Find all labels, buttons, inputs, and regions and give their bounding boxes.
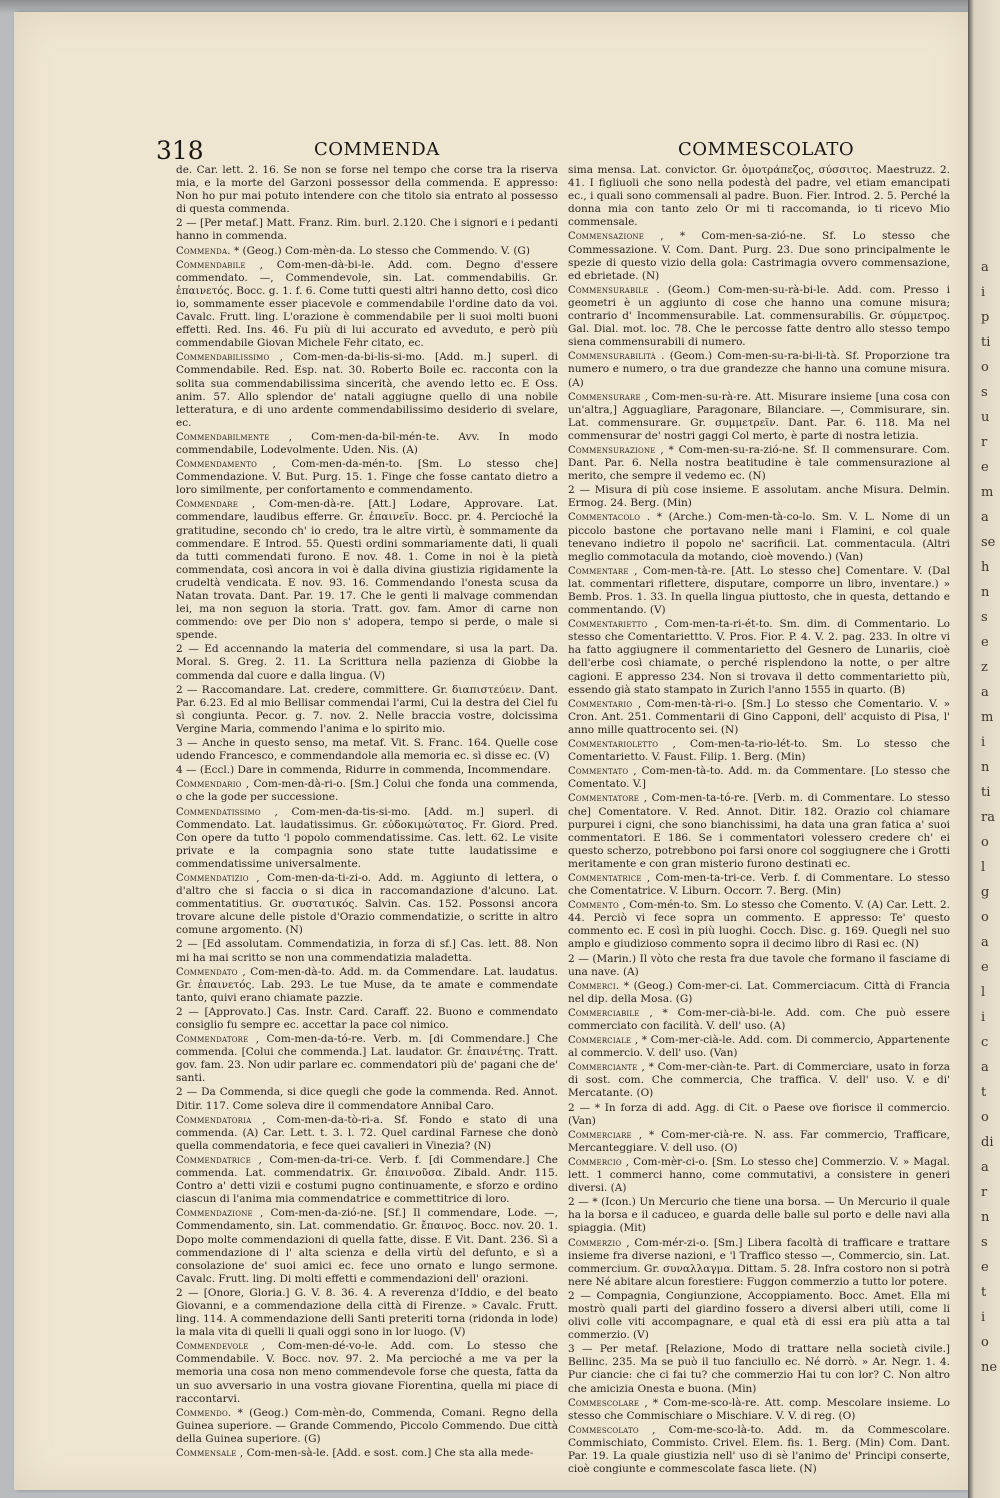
edge-letter: i (981, 735, 986, 750)
entry-text: , Com-me-sco-là-to. Add. m. da Commescolare. Commischiato, Commisto. Crivel. Elem. fis. 1. Berg. (Min) Com. Dant. Par. 19. La quale giustizia nell' uso di sè l'animo de' Principi conserte, cioè congiunte e commescolate fasca liete. (N) (568, 1423, 950, 1476)
dictionary-entry (568, 1343, 950, 1395)
edge-letter: i (981, 285, 986, 300)
entry-headword: Commescolare (568, 1397, 640, 1409)
edge-letter: a (981, 260, 989, 275)
dictionary-entry (568, 953, 950, 979)
dictionary-entry (568, 444, 950, 483)
dictionary-entry (568, 1237, 950, 1289)
edge-letter: u (981, 410, 990, 425)
dictionary-entry (568, 565, 950, 617)
entry-headword: Commendazione (176, 1208, 253, 1220)
edge-letter: e (981, 1260, 989, 1275)
entry-headword: Commendatore (176, 1034, 249, 1046)
entry-headword: Commerciabile (568, 1007, 640, 1019)
edge-letter: e (981, 460, 989, 475)
entry-text: sima mensa. Lat. convictor. Gr. ὁμοτράπεζος, σύσσιτος. Maestruzz. 2. 41. I figliuoli che sono nella podestà del padre, vel etiam emancipati ec., i quali sono commensali al padre. Buon. Fier. Introd. 2. 5. Perché la donna mia con tanto zelo Or mi ti raccomanda, io ti ricevo Mio commensale. (568, 164, 950, 229)
edge-letter: a (981, 935, 989, 950)
entry-text: 2 — Raccomandare. Lat. credere, committere. Gr. διαπιστεύειν. Dant. Par. 6.23. Ed al mio Bellisar commendai l'armi, Cui la destra del Ciel fu sì congiunta. Pecor. g. 7. nov. 2. Nelle braccia vostre, dolcissima Vergine Maria, commendo l'anima e lo spirito mio. (176, 683, 558, 735)
dictionary-entry (568, 765, 950, 791)
dictionary-entry (568, 1102, 950, 1128)
entry-text: 2 — * In forza di add. Agg. di Cit. o Paese ove fiorisce il commercio. (Van) (568, 1101, 950, 1127)
entry-text: , Com-men-dà-bi-le. Add. com. Degno d'essere commendato. —, Commendevole, sin. Lat. commendabilis. Gr. ἐπαινετός. Bocc. g. 1. f. 6. Come tutti questi altri hanno detto, così dico io, sommamente esser piacevole e commendabile l'ordine dato da voi. Cavalc. Frutt. ling. L'orazione è commendabile per li suoi molti buoni effetti. Red. Ins. 46. Fu più di lui accurato ed avveduto, e però più commendabile Giovan Michele Fehr citato, ec. (176, 258, 558, 350)
dictionary-entry (568, 164, 950, 229)
edge-letter: s (981, 1235, 988, 1250)
edge-letter: l (981, 985, 986, 1000)
entry-headword: Commendo. (176, 1407, 232, 1419)
dictionary-entry (176, 1033, 558, 1085)
dictionary-entry (568, 1156, 950, 1195)
edge-letter: l (981, 860, 986, 875)
entry-text: * (Geog.) Com-mèn-da. Lo stesso che Commendo. V. (G) (233, 244, 530, 257)
entry-text: , Com-men-da-tis-si-mo. [Add. m.] superl. di Commendato. Lat. laudatissimus. Gr. εὐδοκιμώτατος. Fr. Giord. Pred. Con opere da tutto 'l popolo commendatissime. Cas. lett. 62. Le visite private e la compagnia sono state tutte laudatissime e commendatissime universalmente. (176, 805, 558, 870)
entry-text: , Com-men-sà-le. [Add. e sost. com.] Che sta alla mede- (239, 1447, 534, 1459)
entry-text: 2 — [Ed assolutam. Commendatizia, in forza di sf.] Cas. lett. 88. Non mi ha mai scritto se non una commendatizia maladetta. (176, 938, 558, 964)
entry-headword: Commentatrice (568, 872, 642, 884)
entry-headword: Commensazione (568, 231, 645, 243)
edge-letter: z (981, 660, 988, 675)
dictionary-entry (176, 1006, 558, 1032)
dictionary-entry (176, 498, 558, 642)
left-column (176, 164, 558, 1461)
dictionary-entry (176, 684, 558, 736)
entry-text: * (Geog.) Com-mèn-do, Commenda, Comani. Regno della Guinea superiore. — Grande Commendo, Piccolo Commendo. Due città della Guinea superiore. (G) (176, 1406, 558, 1445)
entry-headword: Commerzio (568, 1237, 622, 1249)
entry-text: , Com-mèr-ci-o. [Sm. Lo stesso che] Commerzio. V. » Magal. lett. 1 commerci hanno, come commutativi, a consistere in generi diversi. (A) (568, 1155, 950, 1195)
entry-text: , Com-men-da-bil-mén-te. Avv. In modo commendabile, Lodevolmente. Uden. Nis. (A) (176, 430, 559, 456)
entry-headword: Commendabilissimo (176, 352, 270, 364)
dictionary-entry (176, 764, 558, 777)
dictionary-entry (176, 1447, 558, 1460)
entry-headword: Commentario (568, 698, 633, 710)
entry-text: 2 — * (Icon.) Un Mercurio che tiene una borsa. — Un Mercurio il quale ha la borsa e il caduceo, e guarda delle balle sul porto e delle navi alla spiaggia. (Mit) (568, 1196, 950, 1235)
entry-text: . (Geom.) Com-men-su-ra-bi-li-tà. Sf. Proporzione tra numero e numero, o tra due grandezze che hanno una comune misura. (A) (568, 350, 950, 389)
entry-text: , * Com-mer-ciàn-te. Part. di Commerciare, usato in forza di sost. com. Che commercia, Che traffica. V. dell' uso. V. e di' Mercatante. (O) (568, 1061, 951, 1100)
dictionary-entry (176, 164, 558, 216)
entry-headword: Commentatore (568, 793, 640, 805)
dictionary-entry (568, 350, 950, 389)
entry-headword: Commerci. (568, 980, 620, 992)
dictionary-entry (568, 1129, 950, 1155)
entry-headword: Commendare (176, 499, 239, 511)
entry-text: , Com-mén-to. Sm. Lo stesso che Comento. V. (A) Car. Lett. 2. 44. Perciò vi fece sopra un commento. E appresso: Te' questo commento ec. E così in più luoghi. Cocch. Disc. g. 169. Quegli nel suo amplo e giudizioso commento sopra il decimo libro di Rasi ec. (N) (568, 899, 950, 951)
entry-text: , Com-men-dà-re. [Att.] Lodare, Approvare. Lat. commendare, laudibus efferre. Gr. ἐπαινεῖν. Bocc. pr. 4. Percioché la gratitudine, secondo ch' io credo, tra le altre virtù, è sommamente da commendare. E Introd. 55. Questi ordini sommariamente dati, li quali da tutti commendati furono. E nov. 48. 1. Come in noi è la pietà commendata, così ancora in voi è dalla divina giustizia rigidamente la crudeltà vendicata. E nov. 93. 16. Commendando l'onesta scusa da Natan trovata. Dant. Par. 19. 17. Che le genti li malvage commendan lei, ma non seguon la storia. Tratt. gov. fam. Amor di carne non commendo: ove per Dio non s' adopera, tempo si perde, o male si spende. (176, 498, 558, 642)
edge-letter: o (981, 1335, 989, 1350)
entry-headword: Commentacolo (568, 512, 641, 524)
entry-text: . (Geom.) Com-men-su-rà-bi-le. Add. com. Presso i geometri è un aggiunto di cose che hanno una comune misura; contrario d' Incommensurabile. Lat. commensurabilis. Gr. σύμμετρος. Gal. Dial. mot. loc. 78. Che le percosse fatte dentro allo stesso tempo siena commensurabili di numero. (568, 283, 950, 349)
next-page-edge-letters (981, 260, 999, 1385)
entry-text: , * Com-mer-cià-le. Add. com. Di commercio, Appartenente al commercio. V. dell' uso. (Van) (568, 1034, 950, 1060)
entry-headword: Commendatoria (176, 1114, 252, 1126)
dictionary-entry (176, 351, 558, 430)
entry-headword: Commerciare (568, 1129, 632, 1141)
dictionary-entry (176, 643, 558, 682)
edge-letter: a (981, 685, 989, 700)
edge-letter: se (981, 535, 996, 550)
entry-headword: Commensurabilità (568, 351, 656, 363)
dictionary-entry (568, 980, 950, 1006)
entry-headword: Commensale (176, 1448, 237, 1459)
entry-headword: Commendamento (176, 459, 258, 471)
edge-letter: n (981, 1210, 990, 1225)
entry-text: , Com-men-ta-ri-ét-to. Sm. dim. di Commentario. Lo stesso che Comentariettto. V. Pros. Fior. P. 4. V. 2. pag. 233. In oltre vi ha fatto aggiugnere il commentarietto del Gesnero de Lunariis, cioè dell'erbe così chiamate, o perché risplendono la notte, o per altre cagioni. E appresso 234. Non si trovava il detto commentarietto più, essendo già stato stampato in Zurich l'anno 1555 in quarto. (B) (568, 618, 950, 696)
entry-headword: Commentarioletto (568, 739, 659, 751)
entry-headword: Commendario (176, 779, 242, 791)
dictionary-entry (176, 938, 558, 964)
entry-text: 2 — Misura di più cose insieme. E assolutam. anche Misura. Delmin. Ermog. 24. Berg. (Min) (568, 484, 950, 510)
dictionary-entry (176, 737, 558, 763)
entry-text: , * Com-men-su-ra-zió-ne. Sf. Il commensurare. Com. Dant. Par. 6. Nella nostra beatitudine è tale commensurazione al merito, che sempre il vedemo ec. (N) (568, 443, 950, 483)
entry-text: , Com-men-dà-to. Add. m. da Commendare. Lat. laudatus. Gr. ἐπαινετός. Lab. 293. Le tue Muse, da te amate e commendate tanto, quivi erano chiamate pazzie. (176, 965, 559, 1004)
dictionary-entry (176, 1340, 558, 1405)
edge-letter: e (981, 960, 989, 975)
dictionary-entry (176, 1207, 558, 1286)
dictionary-entry (176, 1287, 558, 1339)
edge-letter: a (981, 1160, 989, 1175)
entry-headword: Commescolato (568, 1424, 639, 1436)
entry-headword: Commendatizio (176, 872, 249, 884)
edge-letter: a (981, 510, 989, 525)
right-column (568, 164, 950, 1477)
edge-letter: r (981, 435, 988, 450)
entry-text: . * (Arche.) Com-men-tà-co-lo. Sm. V. L. Nome di un piccolo bastone che portavano nelle mani i Flamini, e col quale tenevano indietro il popolo ne' sacrificii. Lat. commentacula. (Altri meglio commotacula da motando, cioè movendo.) (Van) (568, 511, 951, 563)
entry-headword: Commentato (568, 766, 629, 778)
entry-headword: Commentare (568, 565, 629, 577)
edge-letter: o (981, 910, 989, 925)
edge-letter: t (981, 1085, 987, 1100)
entry-headword: Commenda. (176, 245, 231, 257)
edge-letter: ti (981, 335, 991, 350)
edge-letter: p (981, 310, 990, 325)
entry-headword: Commento (568, 900, 619, 912)
guide-word-left: COMMENDA (314, 139, 440, 160)
entry-text: , * Com-mer-cià-re. N. ass. Far commercio, Trafficare, Mercanteggiare. V. dell uso. (O) (568, 1128, 950, 1154)
entry-text: 2 — (Marin.) Il vòto che resta fra due tavole che formano il fasciame di una nave. (A) (568, 952, 950, 978)
dictionary-entry (568, 1196, 950, 1235)
dictionary-entry (568, 1290, 950, 1342)
edge-letter: n (981, 585, 990, 600)
guide-word-right: COMMESCOLATO (678, 139, 855, 160)
entry-text: , Com-men-ta-tri-ce. Verb. f. di Commentare. Lo stesso che Comentatrice. V. Liburn. Occorr. 7. Berg. (Min) (568, 871, 951, 898)
entry-text: , Com-men-ta-rio-lét-to. Sm. Lo stesso che Comentarietto. V. Faust. Filip. 1. Berg. (Min) (568, 738, 950, 764)
edge-letter: o (981, 1110, 989, 1125)
entry-text: , Com-men-tà-re. [Att. Lo stesso che] Comentare. V. (Dal lat. commentari riflettere, disputare, comporre un libro, inventare.) » Bemb. Pros. 1. 33. In quella lingua piuttosto, che in questa, dettando e commentando. (V) (568, 564, 950, 617)
dictionary-entry (568, 230, 950, 282)
book-page (14, 12, 972, 1490)
entry-text: , * Com-men-sa-zió-ne. Sf. Lo stesso che Commessazione. V. Com. Dant. Purg. 23. Due sono principalmente le spezie di questo vizio della gola: Castrimagia ovvero commensazione, ed ebrietade. (N) (568, 230, 951, 282)
entry-text: , Com-men-da-tò-ri-a. Sf. Fondo e stato di una commenda. (A) Car. Lett. t. 3. l. 72. Quel cardinal Farnese che donò quella commendatoria, e fece quei cavalieri in Vinezia? (N) (176, 1113, 558, 1152)
entry-headword: Commerciale (568, 1035, 632, 1047)
entry-headword: Commendatrice (176, 1154, 252, 1166)
entry-text: 2 — [Per metaf.] Matt. Franz. Rim. burl. 2.120. Che i signori e i pedanti hanno in commenda. (176, 217, 558, 243)
entry-text: , Com-men-da-bi-lis-si-mo. [Add. m.] superl. di Commendabile. Red. Esp. nat. 30. Roberto Boile ec. racconta con la solita sua commendabilissima sincerità, che avendo letto ec. E Oss. anim. 57. Allo splendor de' natali aggiugne quello di una nobile letteratura, e di uno ardente commendabilissimo desiderio di svelare, ec. (176, 351, 558, 429)
entry-text: 2 — Ed accennando la materia del commendare, si usa la part. Da. Moral. S. Greg. 2. 11. La Scrittura nella pazienza di Giobbe la commenda dal cuore e dalla lingua. (V) (176, 643, 558, 682)
entry-text: , Com-men-da-mén-to. [Sm. Lo stesso che] Commendazione. V. But. Purg. 15. 1. Finge che fosse cantato dietro a loro similmente, per confortamento e commendamento. (176, 458, 558, 497)
dictionary-entry (568, 1424, 950, 1476)
dictionary-entry (568, 618, 950, 697)
entry-headword: Commercio (568, 1156, 622, 1168)
entry-text: , Com-men-tà-ri-o. [Sm.] Lo stesso che Comentario. V. » Cron. Ant. 251. Commentarii di Gino Capponi, dell' acquisto di Pisa, l' anno mille quattrocento sei. (N) (568, 697, 950, 736)
edge-letter: i (981, 1010, 986, 1025)
edge-letter: i (981, 1310, 986, 1325)
entry-text: , Com-men-ta-tó-re. [Verb. m. di Commentare. Lo stesso che] Comentatore. V. Red. Annot. Ditir. 182. Orazio col chiamare purpurei i cigni, che sono bianchissimi, ha data una gran fatica a' suoi commentatori. E 186. Se i commentatori volessero credere ch' ei questo scherzo, potrebbono poi farsi onore col soggiugnere che i Grotti meritamente e con gran misterio furono destinati ec. (568, 792, 950, 870)
entry-text: , Com-mér-zi-o. [Sm.] Libera facoltà di trafficare e trattare insieme fra diverse nazioni, e 'l Traffico stesso —, Commercio, sin. Lat. commercium. Gr. συναλλαγμα. Dittam. 5. 28. Infra costoro non si potrà nere Né abitare alcun forestiere: Fuggon commerzio a tutto lor potere. (568, 1236, 950, 1288)
dictionary-entry (568, 738, 950, 764)
dictionary-entry (568, 1034, 950, 1060)
edge-letter: e (981, 635, 989, 650)
dictionary-entry (176, 259, 558, 351)
dictionary-entry (568, 1061, 950, 1100)
dictionary-entry (568, 484, 950, 510)
dictionary-entry (568, 284, 950, 349)
dictionary-entry (176, 458, 558, 497)
entry-text: 4 — (Eccl.) Dare in commenda, Ridurre in commenda, Incommendare. (176, 764, 552, 777)
entry-text: 3 — Per metaf. [Relazione, Modo di trattare nella società civile.] Bellinc. 235. Ma se può il tuo fanciullo ec. Né dorrò. » Ar. Negr. 1. 4. Pur ciancie: che ci fai tu? che commerzio Hai tu con lor? C. Non altro che amicizia Onesta e buona. (Min) (568, 1343, 950, 1395)
edge-letter: s (981, 610, 988, 625)
dictionary-entry (176, 778, 558, 804)
edge-letter: r (981, 1185, 988, 1200)
entry-headword: Commensurabile (568, 284, 649, 296)
dictionary-entry (176, 1407, 558, 1446)
edge-letter: ne (981, 1360, 998, 1375)
entry-text: 2 — [Onore, Gloria.] G. V. 8. 36. 4. A reverenza d'Iddio, e del beato Giovanni, e a commendazione della città di Firenze. » Cavalc. Frutt. ling. 114. A commendazione delli Santi preteriti torna (ridonda in lode) la mala vita di quelli li quali oggi sono in lor luogo. (V) (176, 1286, 558, 1339)
entry-text: , Com-men-su-rà-re. Att. Misurare insieme [una cosa con un'altra,] Agguagliare, Paragonare, Bilanciare. —, Commisurare, sin. Lat. commensurare. Gr. συμμετρεῖν. Dant. Par. 6. 118. Ma nel commensurar de' nostri gaggi Col merto, è parte di nostra letizia. (568, 390, 950, 442)
edge-letter: o (981, 835, 989, 850)
edge-letter: o (981, 360, 989, 375)
dictionary-entry (176, 1114, 558, 1153)
entry-text: 3 — Anche in questo senso, ma metaf. Vit. S. Franc. 164. Quelle cose udendo Francesco, e commendandole alla memoria ec. sì disse ec. (V) (176, 737, 558, 763)
entry-headword: Commendabile (176, 259, 246, 271)
edge-letter: h (981, 560, 990, 575)
edge-letter: ra (981, 810, 995, 825)
dictionary-entry (176, 806, 558, 871)
edge-letter: m (981, 485, 994, 500)
edge-letter: g (981, 885, 990, 900)
edge-letter: a (981, 1060, 989, 1075)
dictionary-entry (568, 1397, 950, 1423)
dictionary-entry (176, 872, 558, 937)
entry-text: * (Geog.) Com-mer-ci. Lat. Commerciacum. Città di Francia nel dip. della Mosa. (G) (568, 979, 950, 1005)
entry-text: , Com-men-da-tri-ce. Verb. f. [di Commendare.] Che commenda. Lat. commendatrix. Gr. ἐπαινοῦσα. Zibald. Andr. 115. Contro a' detti vizii e costumi pugno continuamente, e sforzo e ordino ciascun di l'anima mia commendatrice e commettitrice di loro. (176, 1153, 558, 1206)
entry-text: , Com-men-dé-vo-le. Add. com. Lo stesso che Commendabile. V. Bocc. nov. 97. 2. Ma percioché a me va per la memoria una cosa non meno commendevole forse che questa, fatta da un suo avversario in una vostra giovane Fiorentina, quella mi piace di raccontarvi. (176, 1340, 558, 1405)
entry-text: , Com-men-tà-to. Add. m. da Commentare. [Lo stesso che Comentato. V.] (568, 765, 951, 791)
entry-headword: Commendevole (176, 1341, 249, 1353)
dictionary-entry (176, 245, 558, 258)
entry-headword: Commensurazione (568, 444, 656, 456)
edge-letter: m (981, 710, 994, 725)
entry-headword: Commendabilmente (176, 431, 270, 443)
entry-text: 2 — Compagnia, Congiunzione, Accoppiamento. Bocc. Amet. Ella mi mostrò quali parti del giardino fossero a diversi alberi utili, come li olivi colle viti accompagnare, e qual età di essi era più atta a tal commerzio. (V) (568, 1289, 950, 1342)
dictionary-entry (568, 391, 950, 443)
dictionary-entry (176, 217, 558, 243)
entry-text: , Com-men-da-zió-ne. [Sf.] Il commendare, Lode. —, Commendamento, sin. Lat. commendatio. Gr. ἔπαινος. Bocc. nov. 20. 1. Dopo molte commendazioni di quella fatte, disse. E Vit. Dant. 236. Sì a commendazione di l' alta scienza e della virtù del defunto, e sì a consolazione de' suoi amici ec. fece uno ornato e lungo sermone. Cavalc. Frutt. ling. Di molti effetti e commendazioni dell' orazioni. (176, 1207, 558, 1285)
entry-headword: Commendatissimo (176, 806, 261, 818)
entry-text: , Com-men-dà-ri-o. [Sm.] Colui che fonda una commenda, o che la gode per successione. (176, 778, 558, 804)
entry-headword: Commerciante (568, 1062, 638, 1074)
entry-text: , Com-men-da-tó-re. Verb. m. [di Commendare.] Che commenda. [Colui che commenda.] Lat. laudator. Gr. ἐπαινέτης. Tratt. gov. fam. 23. Non udir parlare ec. commendatori più de' pagani che de' santi. (176, 1033, 558, 1085)
entry-text: , * Com-mer-cià-bi-le. Add. com. Che può essere commerciato con facilità. V. dell' uso. (A) (568, 1006, 950, 1032)
edge-letter: di (981, 1135, 994, 1150)
dictionary-entry (176, 431, 558, 457)
entry-text: , Com-men-da-ti-zi-o. Add. m. Aggiunto di lettera, o d'altro che si faccia o si dica in raccomandazione d'alcuno. Lat. commentatitius. Gr. συστατικός. Salvin. Cas. 152. Possonsi ancora trovare alcune delle pistole d'Orazio commendatizie, o scritte in altro comune argomento. (N) (176, 871, 558, 937)
entry-text: de. Car. lett. 2. 16. Se non se forse nel tempo che corse tra la riserva mia, e la morte del Garzoni possessor della commenda. E appresso: Non ho pur mai potuto intendere con che titolo sia entrato al possesso di questa commenda. (176, 164, 558, 216)
edge-letter: n (981, 760, 990, 775)
dictionary-entry (176, 1086, 558, 1112)
entry-headword: Commendato (176, 966, 238, 978)
edge-letter: ti (981, 785, 991, 800)
dictionary-entry (568, 511, 950, 563)
dictionary-entry (176, 1154, 558, 1206)
entry-headword: Commentarietto (568, 619, 648, 631)
dictionary-entry (176, 966, 558, 1005)
edge-letter: c (981, 1035, 989, 1050)
entry-headword: Commensurare (568, 391, 641, 403)
dictionary-entry (568, 1007, 950, 1033)
page-number: 318 (156, 136, 204, 165)
entry-text: 2 — Da Commenda, si dice quegli che gode la commenda. Red. Annot. Ditir. 117. Come soleva dire il commendatore Annibal Caro. (176, 1086, 558, 1112)
dictionary-entry (568, 792, 950, 871)
dictionary-entry (568, 899, 950, 951)
edge-letter: s (981, 385, 988, 400)
dictionary-entry (568, 698, 950, 737)
dictionary-entry (568, 872, 950, 898)
entry-text: 2 — [Approvato.] Cas. Instr. Card. Caraff. 22. Buono e commendato consiglio fu sempre ec. accettar la pace col nimico. (176, 1005, 558, 1031)
edge-letter: t (981, 1285, 987, 1300)
entry-text: , * Com-me-sco-là-re. Att. comp. Mescolare insieme. Lo stesso che Commischiare o Mischiare. V. V. di reg. (O) (568, 1396, 950, 1422)
